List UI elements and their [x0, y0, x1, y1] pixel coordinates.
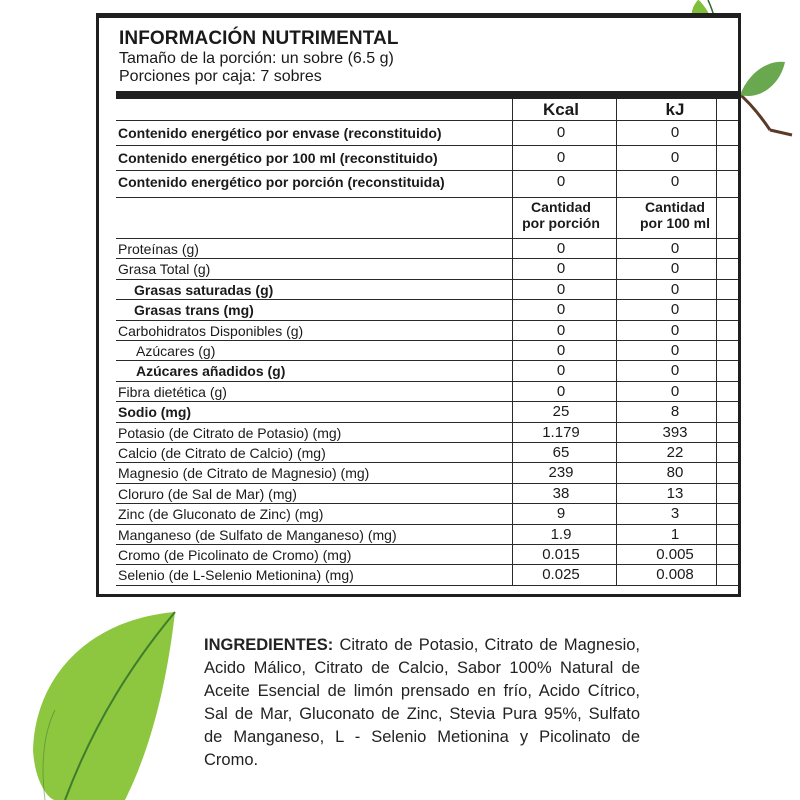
nutrition-title: INFORMACIÓN NUTRIMENTAL: [119, 28, 399, 49]
nutrient-per-100ml: 0: [670, 342, 680, 359]
nutrient-label: Proteínas (g): [118, 241, 199, 257]
nutrient-row: [116, 545, 738, 565]
nutrient-label: Selenio (de L-Selenio Metionina) (mg): [118, 567, 354, 584]
nutrient-label: Magnesio (de Citrato de Magnesio) (mg): [118, 465, 370, 482]
nutrient-label: Cloruro (de Sal de Mar) (mg): [118, 485, 297, 502]
energy-row-kj: 0: [670, 124, 680, 141]
nutrient-row: [116, 259, 738, 279]
thick-divider: [116, 91, 738, 99]
nutrient-per-100ml: 13: [666, 484, 684, 502]
nutrient-row: [116, 504, 738, 524]
nutrient-label: Potasio (de Citrato de Potasio) (mg): [118, 424, 342, 441]
nutrient-per-100ml: 80: [666, 464, 684, 482]
nutrient-per-100ml: 0: [670, 362, 680, 380]
leaf-illustration: [25, 610, 205, 800]
nutrient-per-100ml: 8: [670, 403, 680, 421]
kcal-header: Kcal: [543, 100, 579, 119]
nutrient-per-serving: 0: [556, 280, 566, 298]
nutrient-row: [116, 280, 738, 300]
serving-size: Tamaño de la porción: un sobre (6.5 g): [119, 50, 394, 67]
energy-header-row: [116, 99, 738, 121]
nutrient-per-serving: 0: [556, 301, 566, 319]
nutrient-row: [116, 484, 738, 504]
nutrient-label: Manganeso (de Sulfato de Manganeso) (mg): [118, 526, 397, 543]
nutrient-label: Zinc (de Gluconato de Zinc) (mg): [118, 506, 324, 523]
energy-row: [116, 170, 738, 198]
energy-row: [116, 121, 738, 146]
column-divider-3: [716, 99, 717, 586]
nutrient-per-100ml: 0.008: [656, 566, 694, 584]
nutrient-per-serving: 0.015: [542, 546, 580, 563]
nutrient-per-100ml: 0: [670, 280, 680, 298]
nutrient-per-100ml: 393: [662, 423, 688, 441]
nutrient-row: [116, 525, 738, 545]
nutrient-per-serving: 239: [548, 464, 574, 482]
servings-per-box: Porciones por caja: 7 sobres: [119, 68, 322, 85]
per-100ml-header-line1: Cantidad: [645, 199, 705, 215]
nutrient-per-serving: 0.025: [542, 566, 580, 584]
nutrient-per-serving: 0: [556, 362, 566, 380]
energy-row-label: Contenido energético por 100 ml (reconstituido): [118, 150, 438, 166]
nutrient-per-100ml: 0: [670, 382, 680, 400]
ingredients-heading: INGREDIENTES:: [204, 636, 334, 654]
nutrient-per-100ml: 22: [666, 444, 684, 461]
energy-row-kj: 0: [670, 149, 680, 166]
nutrient-per-serving: 65: [552, 444, 570, 461]
ingredients-text: Citrato de Potasio, Citrato de Magnesio, Acido Málico, Citrato de Calcio, Sabor 100% Natural de Aceite Esencial de limón prensado en frío, Acido Cítrico, Sal de Mar, Gluconato de Zinc, Stevia Pura 95%, Sulfato de Manganeso, L - Selenio Metionina y Picolinato de Cromo.: [204, 636, 640, 769]
nutrient-row: [116, 423, 738, 443]
nutrient-label: Grasas saturadas (g): [134, 281, 274, 298]
nutrient-per-100ml: 0: [670, 240, 680, 257]
per-serving-header: [511, 199, 611, 231]
nutrient-per-100ml: 1: [670, 525, 680, 543]
ingredients-block: [204, 634, 640, 772]
nutrient-label: Cromo (de Picolinato de Cromo) (mg): [118, 547, 352, 563]
energy-row-label: Contenido energético por porción (reconstituida): [118, 174, 445, 190]
column-divider-2: [616, 99, 617, 586]
nutrient-row: [116, 402, 738, 422]
nutrient-per-serving: 0: [556, 382, 566, 400]
energy-row-kj: 0: [670, 173, 680, 190]
nutrient-per-serving: 9: [556, 505, 566, 523]
nutrient-per-serving: 0: [556, 240, 566, 257]
nutrient-row: [116, 565, 738, 585]
nutrient-header-row: [116, 198, 738, 239]
nutrient-label: Fibra dietética (g): [118, 383, 227, 400]
energy-row-kcal: 0: [556, 173, 566, 190]
nutrient-row: [116, 321, 738, 341]
nutrient-per-serving: 0: [556, 260, 566, 278]
energy-row: [116, 146, 738, 171]
per-serving-header-line2: por porción: [522, 215, 600, 231]
nutrient-per-serving: 1.9: [550, 525, 572, 543]
nutrition-facts-panel: [96, 13, 741, 597]
nutrient-row: [116, 382, 738, 402]
per-100ml-header-line2: por 100 ml: [639, 215, 711, 231]
nutrient-label: Carbohidratos Disponibles (g): [118, 322, 304, 339]
nutrient-per-100ml: 3: [670, 505, 680, 523]
nutrient-per-100ml: 0.005: [656, 546, 694, 563]
nutrient-row: [116, 341, 738, 361]
nutrient-row: [116, 443, 738, 463]
nutrient-per-100ml: 0: [670, 321, 680, 339]
nutrient-label: Sodio (mg): [118, 404, 192, 421]
nutrient-row: [116, 239, 738, 259]
nutrient-row: [116, 463, 738, 483]
nutrient-label: Grasas trans (mg): [134, 302, 254, 319]
column-divider-1: [512, 99, 513, 586]
kj-header: kJ: [665, 100, 685, 119]
per-serving-header-line1: Cantidad: [531, 199, 591, 215]
nutrient-per-serving: 1.179: [542, 423, 580, 441]
nutrient-per-serving: 0: [556, 342, 566, 359]
nutrient-label: Grasa Total (g): [118, 261, 211, 278]
nutrient-label: Azúcares añadidos (g): [136, 363, 286, 380]
nutrient-row: [116, 361, 738, 381]
energy-row-kcal: 0: [556, 124, 566, 141]
nutrient-per-serving: 38: [552, 484, 570, 502]
energy-row-kcal: 0: [556, 149, 566, 166]
nutrient-per-100ml: 0: [670, 301, 680, 319]
nutrient-label: Azúcares (g): [136, 343, 216, 359]
nutrient-per-serving: 25: [552, 403, 570, 421]
nutrient-per-100ml: 0: [670, 260, 680, 278]
nutrient-label: Calcio (de Citrato de Calcio) (mg): [118, 445, 326, 461]
energy-row-label: Contenido energético por envase (reconstituido): [118, 125, 442, 141]
nutrient-per-serving: 0: [556, 321, 566, 339]
nutrient-row: [116, 300, 738, 320]
